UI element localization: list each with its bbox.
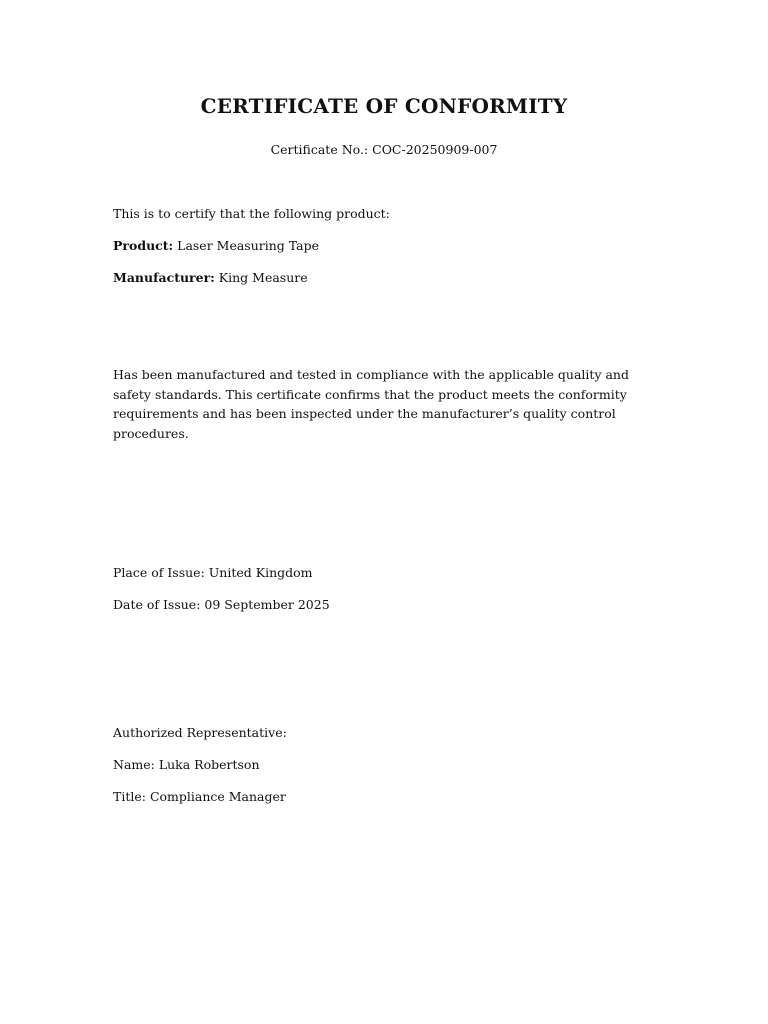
manufacturer-value: King Measure bbox=[218, 270, 308, 285]
document-title: CERTIFICATE OF CONFORMITY bbox=[200, 94, 568, 118]
certificate-number-label: Certificate No.: bbox=[270, 142, 369, 157]
intro-text: This is to certify that the following product: bbox=[113, 206, 390, 221]
representative-name: Name: Luka Robertson bbox=[113, 757, 260, 772]
product-value: Laser Measuring Tape bbox=[177, 238, 319, 253]
compliance-statement: Has been manufactured and tested in compliance with the applicable quality and safety standards. This certificate confirms that the product meets the conformity requirements and has been inspected under the manufacturer’s quality control procedures. bbox=[113, 367, 629, 441]
authorized-representative-heading: Authorized Representative: bbox=[113, 725, 287, 740]
manufacturer-label: Manufacturer: bbox=[113, 270, 215, 285]
certificate-number bbox=[0, 142, 768, 157]
product-label: Product: bbox=[113, 238, 174, 253]
certificate-number-value: COC-20250909-007 bbox=[372, 142, 498, 157]
manufacturer-line bbox=[113, 270, 308, 285]
date-of-issue: Date of Issue: 09 September 2025 bbox=[113, 597, 330, 612]
representative-title: Title: Compliance Manager bbox=[113, 789, 286, 804]
place-of-issue: Place of Issue: United Kingdom bbox=[113, 565, 313, 580]
product-line bbox=[113, 238, 319, 253]
